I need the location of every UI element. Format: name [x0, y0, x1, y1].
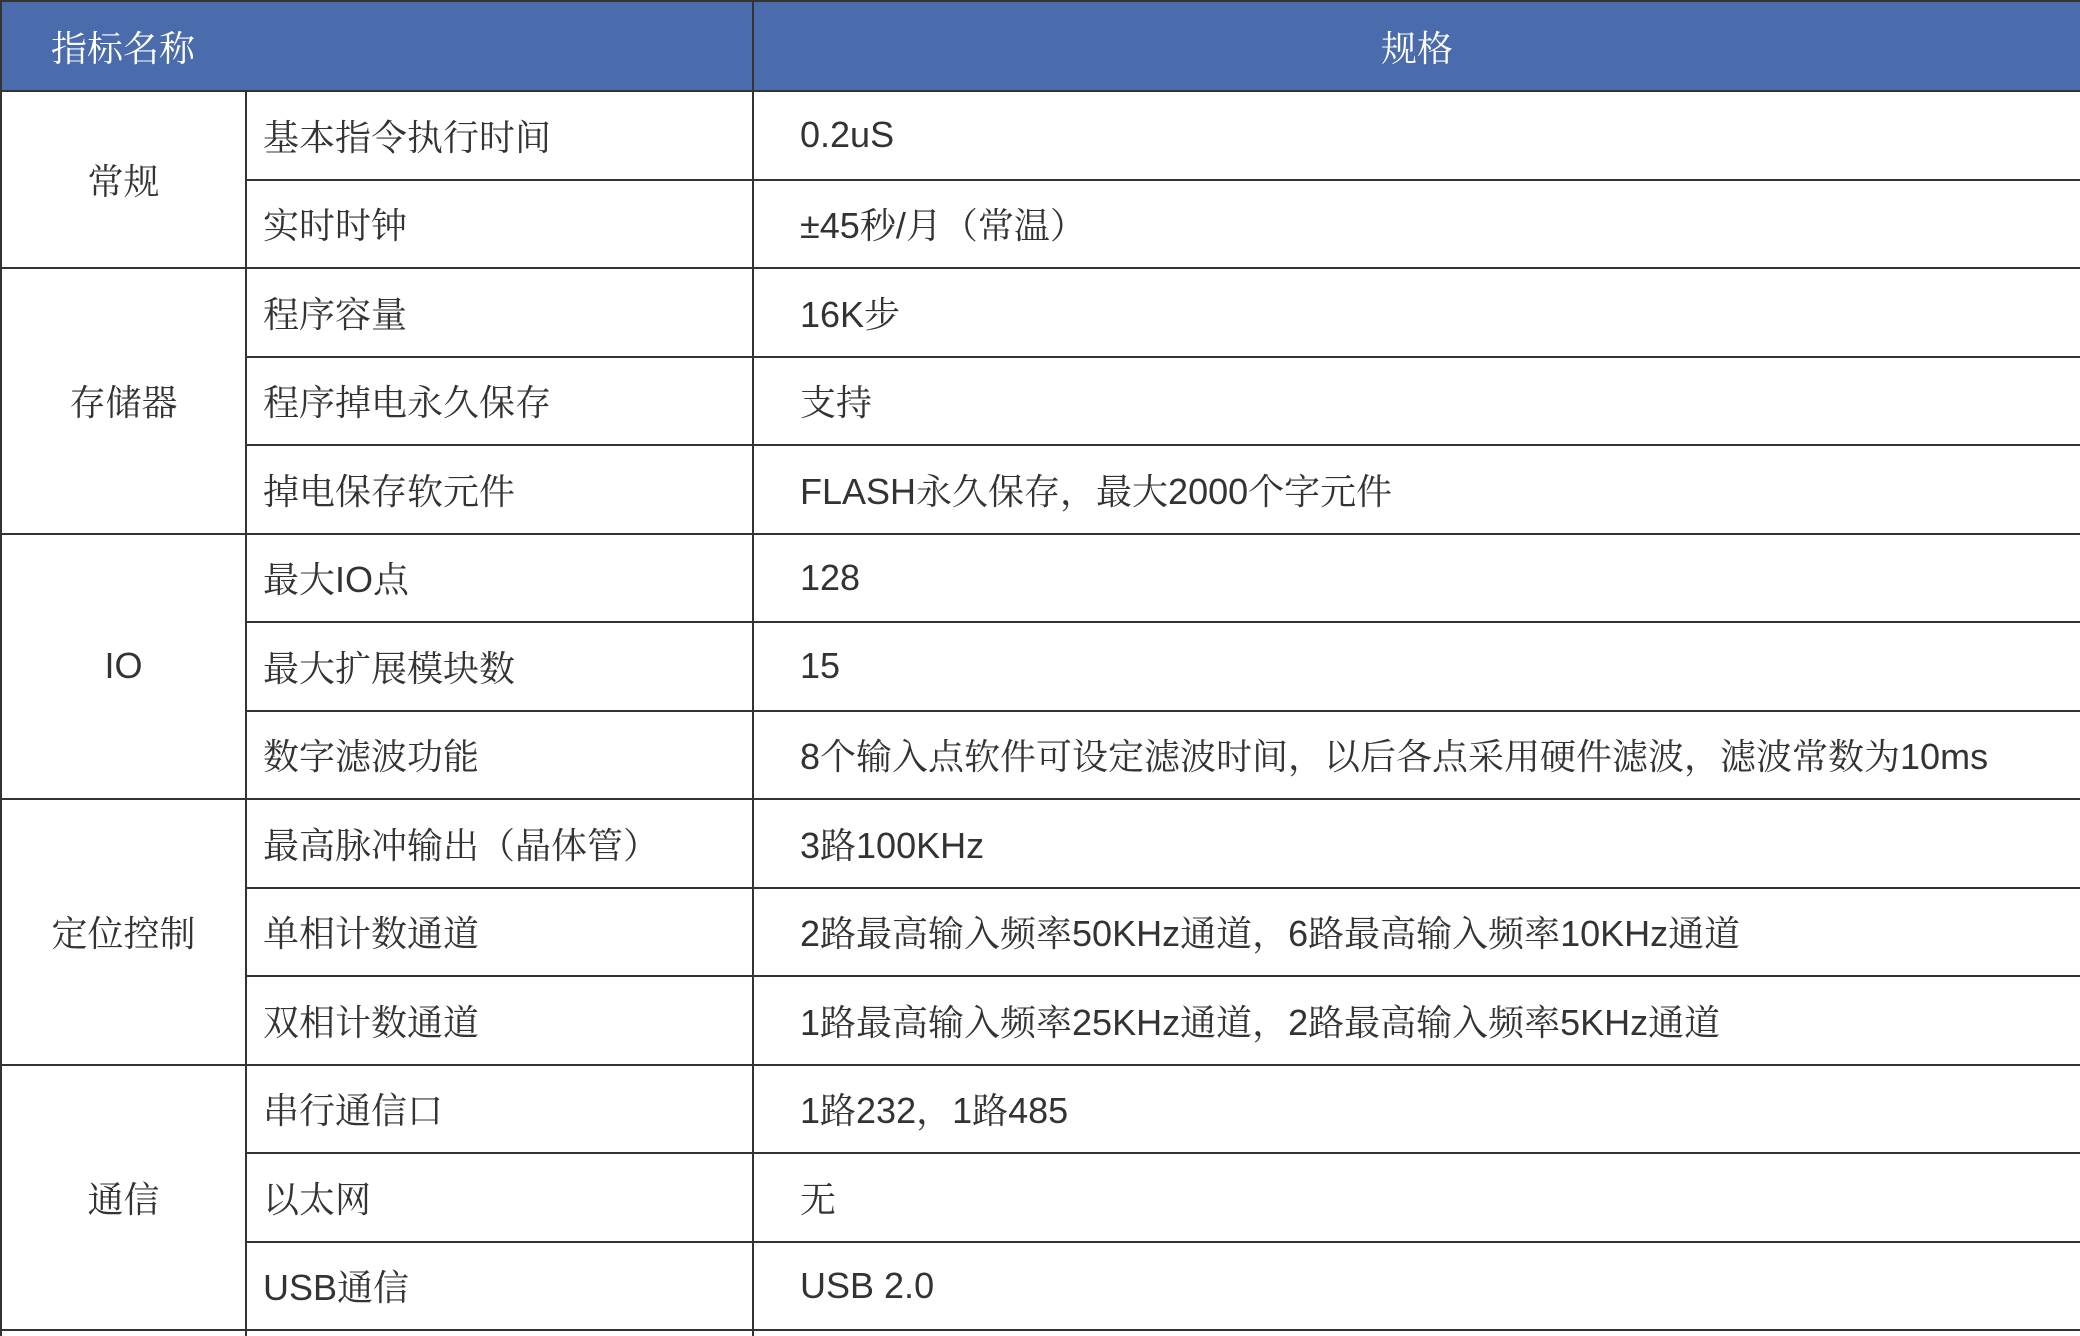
- header-cell-indicator: 指标名称: [1, 1, 753, 91]
- group-cell: 常规: [1, 91, 246, 268]
- spec-cell: 15: [753, 622, 2080, 711]
- table-row: [1, 1153, 2080, 1242]
- spec-cell: USB 2.0: [753, 1242, 2080, 1331]
- indicator-cell: 单相计数通道: [246, 888, 753, 977]
- indicator-cell: 实时时钟: [246, 180, 753, 269]
- header-cell-spec: 规格: [753, 1, 2080, 91]
- indicator-cell: 最高脉冲输出（晶体管）: [246, 799, 753, 888]
- spec-cell: FLASH永久保存，最大2000个字元件: [753, 445, 2080, 534]
- indicator-cell: 最大IO点: [246, 534, 753, 623]
- indicator-cell: 最大扩展模块数: [246, 622, 753, 711]
- indicator-cell: 程序掉电永久保存: [246, 357, 753, 446]
- spec-cell: 1路最高输入频率25KHz通道，2路最高输入频率5KHz通道: [753, 976, 2080, 1065]
- group-cell: IO: [1, 534, 246, 800]
- table-row: [1, 711, 2080, 800]
- spec-cell: 2路最高输入频率50KHz通道，6路最高输入频率10KHz通道: [753, 888, 2080, 977]
- table-row: [1, 445, 2080, 534]
- spec-cell: 支持: [753, 357, 2080, 446]
- spec-cell: ±45秒/月（常温）: [753, 180, 2080, 269]
- table-row: [1, 976, 2080, 1065]
- table-row: [1, 888, 2080, 977]
- table-row: [1, 357, 2080, 446]
- table-row: [1, 180, 2080, 269]
- spec-cell: [753, 1330, 2080, 1336]
- group-cell: 通信: [1, 1065, 246, 1331]
- indicator-cell: 双相计数通道: [246, 976, 753, 1065]
- indicator-cell: 串行通信口: [246, 1065, 753, 1154]
- group-cell: 存储器: [1, 268, 246, 534]
- spec-cell: 128: [753, 534, 2080, 623]
- indicator-cell: 程序容量: [246, 268, 753, 357]
- table-row: [1, 799, 2080, 888]
- group-cell: 定位控制: [1, 799, 246, 1065]
- indicator-cell: USB通信: [246, 1242, 753, 1331]
- indicator-cell: 以太网: [246, 1153, 753, 1242]
- spec-table-body: [1, 91, 2080, 1336]
- spec-cell: 无: [753, 1153, 2080, 1242]
- spec-cell: 8个输入点软件可设定滤波时间，以后各点采用硬件滤波，滤波常数为10ms: [753, 711, 2080, 800]
- indicator-cell: 掉电保存软元件: [246, 445, 753, 534]
- table-row: [1, 268, 2080, 357]
- table-row: [1, 1065, 2080, 1154]
- spec-cell: 1路232，1路485: [753, 1065, 2080, 1154]
- table-row: [1, 91, 2080, 180]
- partial-next-row: [1, 1330, 2080, 1336]
- header-row: [1, 1, 2080, 91]
- indicator-cell: 基本指令执行时间: [246, 91, 753, 180]
- spec-cell: 3路100KHz: [753, 799, 2080, 888]
- group-cell: [1, 1330, 246, 1336]
- table-row: [1, 622, 2080, 711]
- indicator-cell: [246, 1330, 753, 1336]
- spec-cell: 0.2uS: [753, 91, 2080, 180]
- indicator-cell: 数字滤波功能: [246, 711, 753, 800]
- spec-cell: 16K步: [753, 268, 2080, 357]
- table-row: [1, 1242, 2080, 1331]
- table-row: [1, 534, 2080, 623]
